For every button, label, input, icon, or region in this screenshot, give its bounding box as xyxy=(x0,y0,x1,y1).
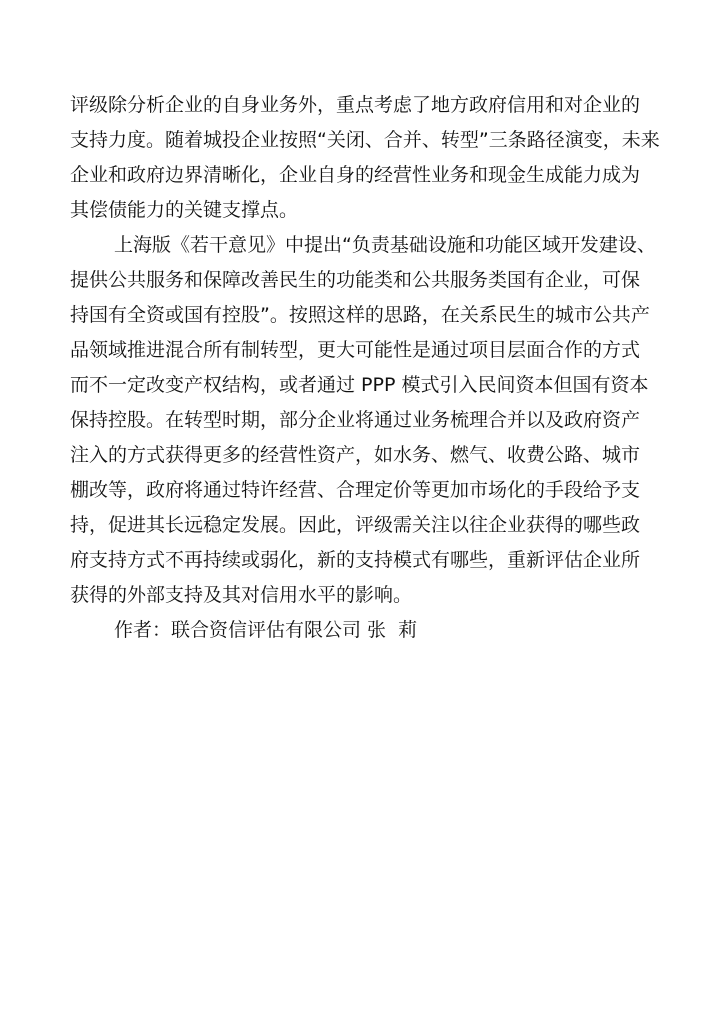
text-line: 获得的外部支持及其对信用水平的影响。 xyxy=(70,584,413,606)
text-line: 持，促进其长远稳定发展。因此，评级需关注以往企业获得的哪些政 xyxy=(70,514,641,536)
text-line: 上海版《若干意见》中提出“负责基础设施和功能区域开发建设、 xyxy=(114,234,656,256)
text-line: 注入的方式获得更多的经营性资产，如水务、燃气、收费公路、城市 xyxy=(70,444,641,466)
text-line: 提供公共服务和保障改善民生的功能类和公共服务类国有企业，可保 xyxy=(70,269,641,291)
text-line: 棚改等，政府将通过特许经营、合理定价等更加市场化的手段给予支 xyxy=(70,479,641,501)
text-line: 品领域推进混合所有制转型，更大可能性是通过项目层面合作的方式 xyxy=(70,339,641,361)
text-line: 支持力度。随着城投企业按照“关闭、合并、转型”三条路径演变，未来 xyxy=(70,129,660,151)
text-line: 评级除分析企业的自身业务外，重点考虑了地方政府信用和对企业的 xyxy=(70,94,641,116)
document-body xyxy=(70,88,662,648)
text-line: 保持控股。在转型时期，部分企业将通过业务梳理合并以及政府资产 xyxy=(70,409,641,431)
paragraph-2 xyxy=(70,228,662,613)
paragraph-1 xyxy=(70,88,662,228)
author-line xyxy=(70,613,662,648)
text-line: 府支持方式不再持续或弱化，新的支持模式有哪些，重新评估企业所 xyxy=(70,549,641,571)
text-line: 持国有全资或国有控股”。按照这样的思路，在关系民生的城市公共产 xyxy=(70,304,650,326)
text-line: 企业和政府边界清晰化，企业自身的经营性业务和现金生成能力成为 xyxy=(70,164,641,186)
text-line: 其偿债能力的关键支撑点。 xyxy=(70,199,299,221)
author-text: 作者：联合资信评估有限公司 张 莉 xyxy=(114,619,418,641)
text-line: 而不一定改变产权结构，或者通过 PPP 模式引入民间资本但国有资本 xyxy=(70,374,649,396)
